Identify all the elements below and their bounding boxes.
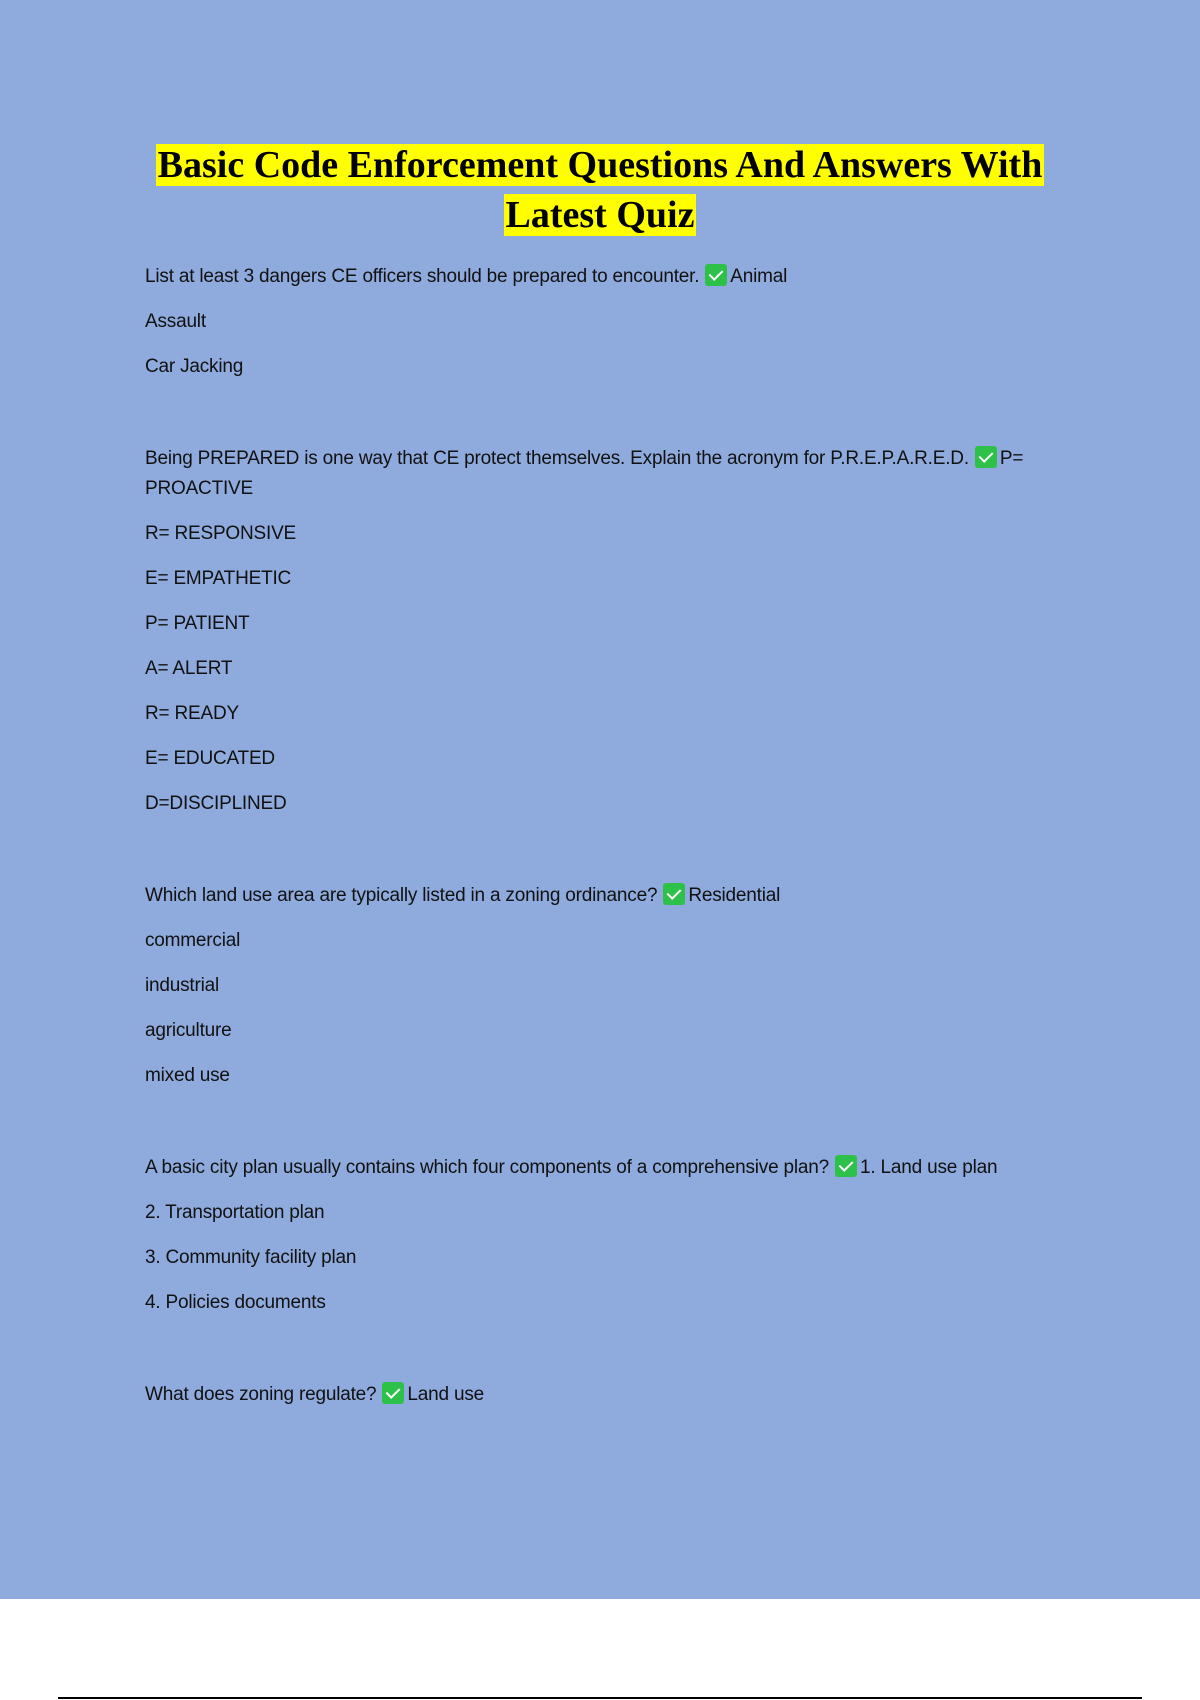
answer-line: mixed use <box>145 1065 230 1086</box>
qa-item-5 <box>145 1380 1080 1410</box>
answer-line: R= RESPONSIVE <box>145 523 297 544</box>
question-line <box>145 1380 1080 1410</box>
qa-item-2 <box>145 444 1080 819</box>
answer-text: Land use <box>407 1384 484 1405</box>
question-line <box>145 881 1080 911</box>
answer-line: 2. Transportation plan <box>145 1202 325 1223</box>
question-text: Which land use area are typically listed in a zoning ordinance? <box>145 885 658 906</box>
answer-line: industrial <box>145 975 220 996</box>
answer-text: 1. Land use plan <box>860 1157 998 1178</box>
answer-text: P= PROACTIVE <box>145 448 1024 499</box>
answer-text: Residential <box>688 885 781 906</box>
qa-item-3 <box>145 881 1080 1091</box>
check-icon <box>663 883 685 905</box>
answer-line: commercial <box>145 930 241 951</box>
answer-line: E= EDUCATED <box>145 748 275 769</box>
question-text: List at least 3 dangers CE officers should be prepared to encounter. <box>145 266 700 287</box>
check-icon <box>382 1382 404 1404</box>
document-title <box>0 140 1200 240</box>
answer-line: A= ALERT <box>145 658 233 679</box>
answer-line: 4. Policies documents <box>145 1292 326 1313</box>
title-line-2: Latest Quiz <box>505 194 695 236</box>
answer-line: E= EMPATHETIC <box>145 568 292 589</box>
qa-item-4 <box>145 1153 1080 1318</box>
answer-line: R= READY <box>145 703 239 724</box>
question-line <box>145 1153 1080 1183</box>
qa-content <box>145 262 1080 1472</box>
question-text: Being PREPARED is one way that CE protect themselves. Explain the acronym for P.R.E.P.A.R.E.D. <box>145 448 969 469</box>
answer-line: agriculture <box>145 1020 232 1041</box>
answer-line: Assault <box>145 311 206 332</box>
answer-line: P= PATIENT <box>145 613 250 634</box>
title-line-1: Basic Code Enforcement Questions And Answers With <box>157 144 1043 186</box>
footer-divider <box>58 1697 1142 1699</box>
check-icon <box>975 446 997 468</box>
question-text: A basic city plan usually contains which four components of a comprehensive plan? <box>145 1157 830 1178</box>
question-line <box>145 262 1080 292</box>
answer-line: D=DISCIPLINED <box>145 793 287 814</box>
check-icon <box>835 1155 857 1177</box>
answer-text: Animal <box>730 266 788 287</box>
question-text: What does zoning regulate? <box>145 1384 377 1405</box>
answer-line: 3. Community facility plan <box>145 1247 357 1268</box>
check-icon <box>705 264 727 286</box>
answer-line: Car Jacking <box>145 356 244 377</box>
question-line <box>145 444 1080 504</box>
qa-item-1 <box>145 262 1080 382</box>
